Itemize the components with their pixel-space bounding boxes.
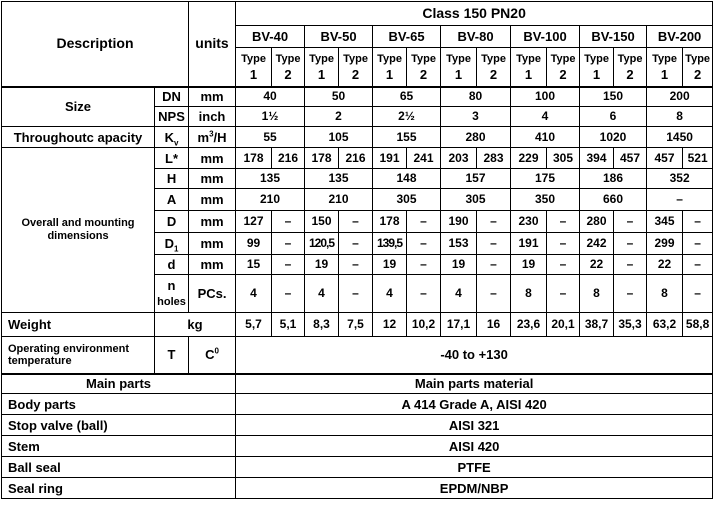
- parts-header-row: [2, 374, 713, 394]
- model-header: BV-200: [647, 26, 713, 48]
- d-bolt-value: 19: [305, 255, 339, 275]
- parts-row: [2, 415, 713, 436]
- n-holes-value: 8: [511, 275, 547, 313]
- type-header: Type 2: [547, 48, 580, 87]
- temperature-row: [2, 337, 713, 374]
- d1-value: 120,5: [305, 233, 339, 255]
- model-header: BV-40: [236, 26, 305, 48]
- throughput-label: Throughoutc apacity: [2, 127, 155, 148]
- l-value: 457: [614, 148, 647, 169]
- d-bolt-value: –: [407, 255, 441, 275]
- type-header: Type 2: [407, 48, 441, 87]
- d1-value: –: [547, 233, 580, 255]
- type-header: Type 1: [236, 48, 272, 87]
- model-header: BV-50: [305, 26, 373, 48]
- a-value: 305: [441, 189, 511, 211]
- kv-value: 410: [511, 127, 580, 148]
- nps-symbol: NPS: [155, 107, 189, 127]
- d-bolt-value: –: [339, 255, 373, 275]
- parts-row: [2, 478, 713, 499]
- dn-value: 150: [580, 87, 647, 107]
- part-material: EPDM/NBP: [236, 478, 713, 499]
- a-value: 305: [373, 189, 441, 211]
- l-value: 283: [477, 148, 511, 169]
- part-material: AISI 321: [236, 415, 713, 436]
- nps-unit: inch: [189, 107, 236, 127]
- d1-value: 191: [511, 233, 547, 255]
- weight-value: 7,5: [339, 313, 373, 337]
- d-bolt-value: –: [477, 255, 511, 275]
- a-value: 350: [511, 189, 580, 211]
- parts-row: [2, 394, 713, 415]
- n-holes-value: 4: [236, 275, 272, 313]
- d-outer-value: –: [683, 211, 713, 233]
- h-value: 148: [373, 169, 441, 189]
- l-value: 457: [647, 148, 683, 169]
- d-outer-value: 150: [305, 211, 339, 233]
- nps-value: 8: [647, 107, 713, 127]
- d-bolt-value: –: [614, 255, 647, 275]
- d-bolt-value: 19: [373, 255, 407, 275]
- part-name: Body parts: [2, 394, 236, 415]
- l-value: 178: [305, 148, 339, 169]
- a-symbol: A: [155, 189, 189, 211]
- weight-value: 23,6: [511, 313, 547, 337]
- n-holes-value: 4: [373, 275, 407, 313]
- kv-symbol: $K_v$: [155, 127, 189, 148]
- d-bolt-value: 22: [580, 255, 614, 275]
- d-bolt-value: 22: [647, 255, 683, 275]
- type-header: Type 1: [580, 48, 614, 87]
- l-value: 521: [683, 148, 713, 169]
- weight-row: [2, 313, 713, 337]
- kv-value: 155: [373, 127, 441, 148]
- nps-value: 6: [580, 107, 647, 127]
- n-holes-value: –: [614, 275, 647, 313]
- type-header: Type 1: [647, 48, 683, 87]
- d1-unit: mm: [189, 233, 236, 255]
- part-material: PTFE: [236, 457, 713, 478]
- d1-value: –: [614, 233, 647, 255]
- d-outer-symbol: D: [155, 211, 189, 233]
- part-name: Ball seal: [2, 457, 236, 478]
- d1-value: 299: [647, 233, 683, 255]
- weight-value: 5,1: [272, 313, 305, 337]
- throughput-row: [2, 127, 713, 148]
- n-holes-value: 8: [580, 275, 614, 313]
- n-holes-value: 8: [647, 275, 683, 313]
- dn-value: 200: [647, 87, 713, 107]
- h-value: 352: [647, 169, 713, 189]
- dimensions-label: Overall and mounting dimensions: [2, 148, 155, 313]
- d-bolt-value: –: [683, 255, 713, 275]
- d-bolt-value: 15: [236, 255, 272, 275]
- weight-value: 5,7: [236, 313, 272, 337]
- weight-value: 8,3: [305, 313, 339, 337]
- model-header: BV-150: [580, 26, 647, 48]
- type-header: Type 2: [614, 48, 647, 87]
- a-value: –: [647, 189, 713, 211]
- weight-value: 58,8: [683, 313, 713, 337]
- temperature-label: Operating environment temperature: [2, 337, 155, 374]
- d-outer-value: –: [407, 211, 441, 233]
- model-header: BV-65: [373, 26, 441, 48]
- d1-value: –: [477, 233, 511, 255]
- n-holes-value: –: [339, 275, 373, 313]
- d-outer-value: 230: [511, 211, 547, 233]
- nps-value: 2: [305, 107, 373, 127]
- d-bolt-unit: mm: [189, 255, 236, 275]
- part-name: Seal ring: [2, 478, 236, 499]
- d1-value: –: [683, 233, 713, 255]
- dn-value: 80: [441, 87, 511, 107]
- l-value: 394: [580, 148, 614, 169]
- n-holes-value: –: [407, 275, 441, 313]
- weight-value: 12: [373, 313, 407, 337]
- type-header: Type 1: [373, 48, 407, 87]
- h-symbol: H: [155, 169, 189, 189]
- l-value: 191: [373, 148, 407, 169]
- l-value: 216: [272, 148, 305, 169]
- a-value: 210: [236, 189, 305, 211]
- n-holes-value: –: [272, 275, 305, 313]
- n-holes-unit: PCs.: [189, 275, 236, 313]
- d-outer-value: –: [547, 211, 580, 233]
- d-outer-value: 127: [236, 211, 272, 233]
- h-value: 157: [441, 169, 511, 189]
- dn-value: 65: [373, 87, 441, 107]
- weight-value: 20,1: [547, 313, 580, 337]
- d-outer-value: –: [339, 211, 373, 233]
- h-value: 135: [236, 169, 305, 189]
- dn-value: 50: [305, 87, 373, 107]
- h-value: 186: [580, 169, 647, 189]
- l-value: 203: [441, 148, 477, 169]
- d1-value: –: [339, 233, 373, 255]
- weight-value: 63,2: [647, 313, 683, 337]
- n-holes-value: 4: [441, 275, 477, 313]
- h-value: 175: [511, 169, 580, 189]
- parts-header: Main parts: [2, 374, 236, 394]
- weight-value: 16: [477, 313, 511, 337]
- model-header: BV-100: [511, 26, 580, 48]
- n-holes-value: –: [683, 275, 713, 313]
- l-value: 305: [547, 148, 580, 169]
- throughput-unit: $m^3/H$: [189, 127, 236, 148]
- nps-value: 3: [441, 107, 511, 127]
- d1-value: –: [272, 233, 305, 255]
- weight-value: 10,2: [407, 313, 441, 337]
- h-value: 135: [305, 169, 373, 189]
- nps-value: 2½: [373, 107, 441, 127]
- l-value: 241: [407, 148, 441, 169]
- d-bolt-value: –: [547, 255, 580, 275]
- dn-value: 40: [236, 87, 305, 107]
- a-value: 660: [580, 189, 647, 211]
- class-title: Class 150 PN20: [236, 2, 713, 26]
- d-outer-value: –: [614, 211, 647, 233]
- n-holes-value: –: [477, 275, 511, 313]
- d1-symbol: $D_1$: [155, 233, 189, 255]
- material-header: Main parts material: [236, 374, 713, 394]
- type-header: Type 2: [272, 48, 305, 87]
- d-outer-value: 190: [441, 211, 477, 233]
- d-bolt-value: 19: [441, 255, 477, 275]
- part-material: A 414 Grade A, AISI 420: [236, 394, 713, 415]
- description-header: Description: [2, 2, 189, 87]
- dn-row: [2, 87, 713, 107]
- temperature-value: -40 to +130: [236, 337, 713, 374]
- kv-value: 55: [236, 127, 305, 148]
- dn-symbol: DN: [155, 87, 189, 107]
- nps-value: 4: [511, 107, 580, 127]
- l-value: 216: [339, 148, 373, 169]
- parts-row: [2, 436, 713, 457]
- part-name: Stop valve (ball): [2, 415, 236, 436]
- model-header: BV-80: [441, 26, 511, 48]
- d1-value: 99: [236, 233, 272, 255]
- weight-value: 17,1: [441, 313, 477, 337]
- dn-value: 100: [511, 87, 580, 107]
- d1-value: 139,5: [373, 233, 407, 255]
- n-holes-value: 4: [305, 275, 339, 313]
- kv-value: 1020: [580, 127, 647, 148]
- d-outer-value: 178: [373, 211, 407, 233]
- type-header: Type 1: [305, 48, 339, 87]
- type-header: Type 1: [511, 48, 547, 87]
- l-row: [2, 148, 713, 169]
- type-header: Type 2: [339, 48, 373, 87]
- dn-unit: mm: [189, 87, 236, 107]
- temperature-unit: $C^0$: [189, 337, 236, 374]
- type-header: Type 1: [441, 48, 477, 87]
- part-name: Stem: [2, 436, 236, 457]
- n-holes-value: –: [547, 275, 580, 313]
- units-header: units: [189, 2, 236, 87]
- a-unit: mm: [189, 189, 236, 211]
- d-outer-unit: mm: [189, 211, 236, 233]
- l-unit: mm: [189, 148, 236, 169]
- d-outer-value: –: [272, 211, 305, 233]
- d1-value: 153: [441, 233, 477, 255]
- kv-value: 105: [305, 127, 373, 148]
- d-bolt-value: –: [272, 255, 305, 275]
- size-label: Size: [2, 87, 155, 127]
- d1-value: –: [407, 233, 441, 255]
- d-bolt-value: 19: [511, 255, 547, 275]
- h-unit: mm: [189, 169, 236, 189]
- temperature-symbol: T: [155, 337, 189, 374]
- part-material: AISI 420: [236, 436, 713, 457]
- n-holes-symbol: n holes: [155, 275, 189, 313]
- d1-value: 242: [580, 233, 614, 255]
- type-header: Type 2: [683, 48, 713, 87]
- parts-row: [2, 457, 713, 478]
- specification-table: [1, 1, 713, 499]
- d-outer-value: 345: [647, 211, 683, 233]
- d-bolt-symbol: d: [155, 255, 189, 275]
- l-value: 178: [236, 148, 272, 169]
- kv-value: 280: [441, 127, 511, 148]
- type-header: Type 2: [477, 48, 511, 87]
- weight-value: 38,7: [580, 313, 614, 337]
- weight-unit: kg: [155, 313, 236, 337]
- kv-value: 1450: [647, 127, 713, 148]
- l-value: 229: [511, 148, 547, 169]
- nps-value: 1½: [236, 107, 305, 127]
- d-outer-value: 280: [580, 211, 614, 233]
- weight-label: Weight: [2, 313, 155, 337]
- l-symbol: L*: [155, 148, 189, 169]
- d-outer-value: –: [477, 211, 511, 233]
- a-value: 210: [305, 189, 373, 211]
- weight-value: 35,3: [614, 313, 647, 337]
